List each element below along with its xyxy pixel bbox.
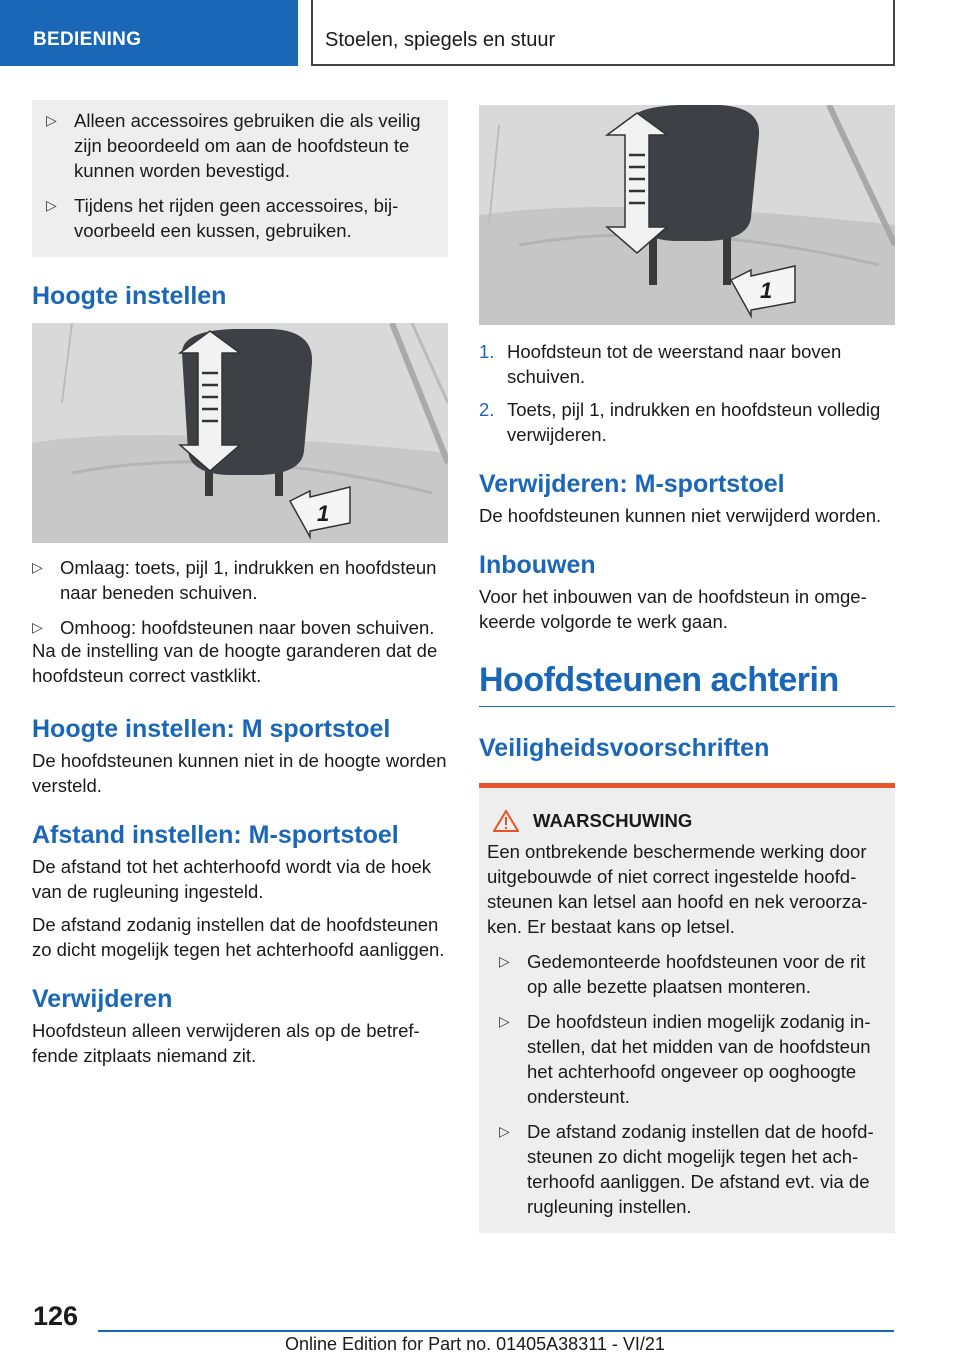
warning-header <box>493 808 887 833</box>
headrest-removal-figure <box>479 105 895 325</box>
right-column <box>479 105 895 1233</box>
afstand-paragraph-2: De afstand zodanig instellen dat de hoofdsteunen zo dicht mogelijk tegen het achterhoofd aanliggen. <box>32 914 445 960</box>
list-item-text: De hoofdsteun indien mogelijk zodanig instellen, dat het midden van de hoofdsteun het achterhoofd ongeveer op ooghoogte ondersteunt. <box>527 1011 871 1107</box>
heading-verwijderen-m: Verwijderen: M-sportstoel <box>479 470 785 498</box>
warning-text: Een ontbrekende beschermende werking door uitgebouwde of niet correct ingestelde hoofdsteunen kan letsel aan hoofd en nek veroorzaken. Er bestaat kans op letsel. <box>487 841 868 937</box>
heading-veiligheidsvoorschriften: Veiligheidsvoorschriften <box>479 734 770 762</box>
list-item-text: Tijdens het rijden geen accessoires, bijvoorbeeld een kussen, gebruiken. <box>74 195 399 241</box>
page-header <box>0 0 960 66</box>
list-item <box>32 555 448 605</box>
triangle-bullet-icon: ▷ <box>46 112 57 128</box>
headrest-height-figure <box>32 323 448 543</box>
headrest-illustration <box>479 105 895 325</box>
step-text: Hoofdsteun tot de weerstand naar boven schuiven. <box>507 341 842 387</box>
heading-hoogte-m-sportstoel: Hoogte instellen: M sportstoel <box>32 715 391 743</box>
triangle-bullet-icon: ▷ <box>499 953 510 969</box>
triangle-bullet-icon: ▷ <box>499 1123 510 1139</box>
heading-verwijderen: Verwijderen <box>32 985 173 1013</box>
list-item <box>499 1119 887 1219</box>
removal-steps <box>479 339 895 447</box>
heading-afstand-instellen: Afstand instellen: M-sportstoel <box>32 821 399 849</box>
list-item-text: De afstand zodanig instellen dat de hoofdsteunen zo dicht mogelijk tegen het achterhoofd aanliggen. De afstand evt. via de rugleuning instellen. <box>527 1121 874 1217</box>
step-text: Toets, pijl 1, indrukken en hoofdsteun volledig verwijderen. <box>507 399 881 445</box>
step-number: 1. <box>479 341 495 362</box>
footer-divider <box>98 1330 894 1332</box>
verwijderen-m-text: De hoofdsteunen kunnen niet verwijderd worden. <box>479 505 882 526</box>
inbouwen-text: Voor het inbouwen van de hoofdsteun in omgekeerde volgorde te werk gaan. <box>479 586 867 632</box>
list-item <box>46 193 434 243</box>
list-item-text: Omhoog: hoofdsteunen naar boven schuiven. <box>60 617 435 638</box>
list-item <box>479 397 895 447</box>
heading-hoogte-instellen: Hoogte instellen <box>32 282 227 310</box>
warning-title: WAARSCHUWING <box>533 810 693 831</box>
chapter-title: Stoelen, spiegels en stuur <box>311 0 895 66</box>
height-note: Na de instelling van de hoogte garanderen dat de hoofdsteun correct vastklikt. <box>32 640 438 686</box>
step-number: 2. <box>479 399 495 420</box>
heading-hoofdsteunen-achterin: Hoofdsteunen achterin <box>479 660 895 707</box>
triangle-bullet-icon: ▷ <box>32 559 43 575</box>
section-tab: BEDIENING <box>0 0 298 66</box>
list-item <box>499 949 887 999</box>
afstand-paragraph-1: De afstand tot het achterhoofd wordt via de hoek van de rugleuning ingesteld. <box>32 856 432 902</box>
headrest-illustration <box>32 323 448 543</box>
heading-inbouwen: Inbouwen <box>479 551 596 579</box>
list-item-text: Alleen accessoires gebruiken die als veilig zijn beoordeeld om aan de hoofdsteun te kunnen worden bevestigd. <box>74 110 421 181</box>
warning-box <box>479 783 895 1233</box>
accessory-note-box <box>32 100 448 257</box>
height-bullet-list <box>32 555 448 640</box>
page-number: 126 <box>33 1301 79 1331</box>
footer-edition: Online Edition for Part no. 01405A38311 - VI/21 <box>285 1334 665 1354</box>
triangle-bullet-icon: ▷ <box>32 619 43 635</box>
warning-triangle-icon <box>493 810 519 832</box>
list-item <box>46 108 434 183</box>
triangle-bullet-icon: ▷ <box>46 197 57 213</box>
figure-callout-1: 1 <box>317 501 330 526</box>
list-item <box>32 615 448 640</box>
list-item <box>479 339 895 389</box>
left-column <box>32 100 448 1076</box>
list-item-text: Gedemonteerde hoofdsteunen voor de rit op alle bezette plaatsen monteren. <box>527 951 866 997</box>
figure-callout-1: 1 <box>760 278 773 303</box>
verwijderen-text: Hoofdsteun alleen verwijderen als op de betreffende zitplaats niemand zit. <box>32 1020 420 1066</box>
hoogte-m-text: De hoofdsteunen kunnen niet in de hoogte worden versteld. <box>32 750 447 796</box>
list-item-text: Omlaag: toets, pijl 1, indrukken en hoofdsteun naar beneden schuiven. <box>60 557 437 603</box>
triangle-bullet-icon: ▷ <box>499 1013 510 1029</box>
list-item <box>499 1009 887 1109</box>
